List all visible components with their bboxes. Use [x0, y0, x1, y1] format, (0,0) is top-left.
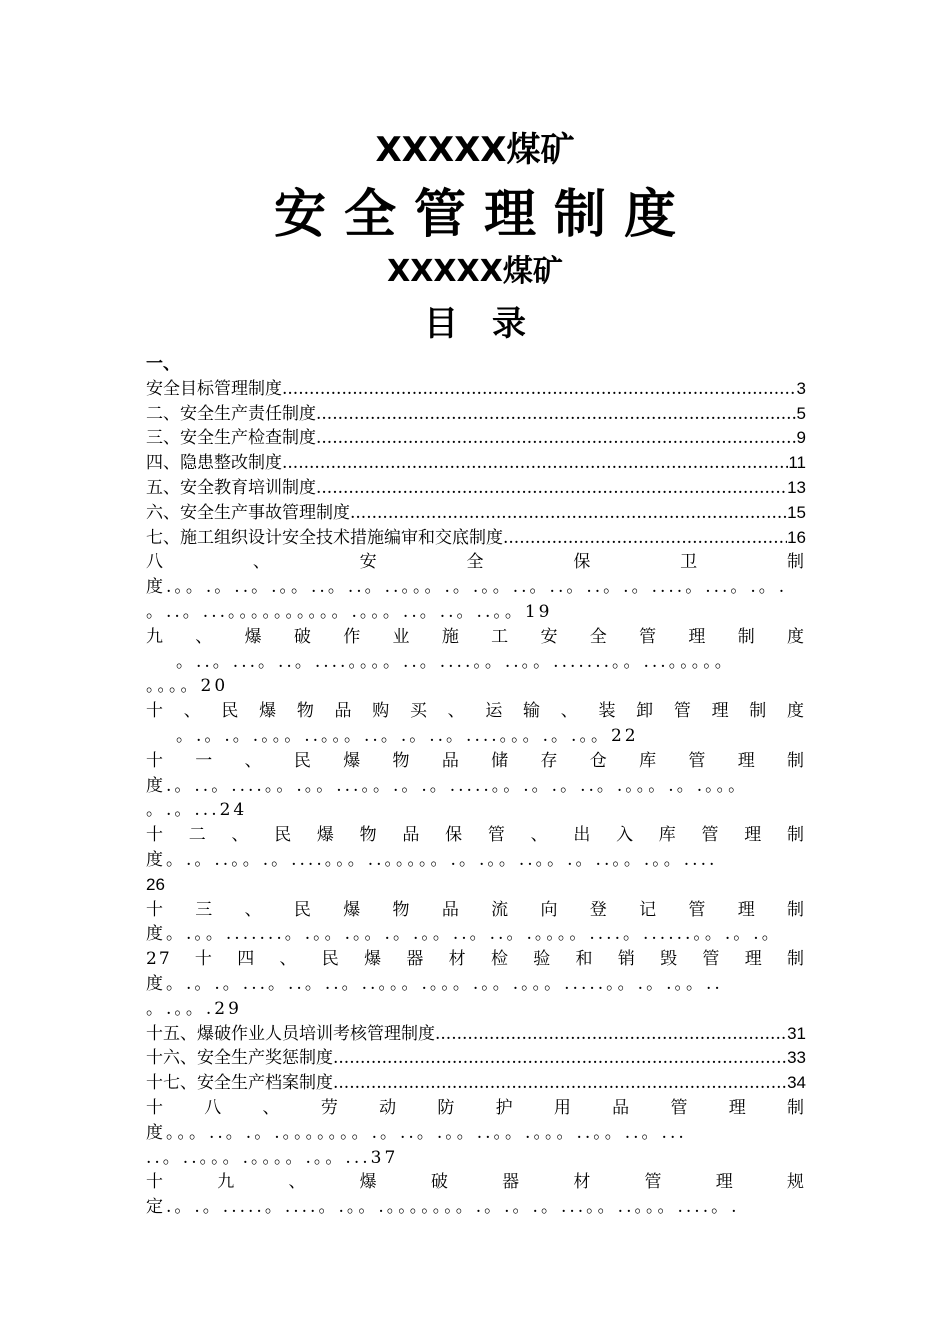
toc-item-11[interactable]: 十一、民爆物品储存仓库管理制 — [146, 750, 806, 771]
toc-item-page: 11 — [788, 453, 806, 473]
toc-item-page: 34 — [787, 1073, 806, 1093]
toc-item-title: 七、施工组织设计安全技术措施编审和交底制度 — [146, 527, 503, 548]
toc-item-page: 16 — [787, 527, 806, 547]
toc-item-19[interactable]: 十九、爆破器材管理规 — [146, 1172, 806, 1193]
toc-leader — [503, 526, 787, 551]
toc-item-18-page: ..。..。。。.。。。。.。。...37 — [146, 1147, 399, 1168]
company-name-repeat: XXXXX煤矿 — [387, 254, 563, 289]
toc-item-title: 十七、安全生产档案制度 — [146, 1073, 333, 1094]
toc-item-15[interactable] — [146, 1022, 806, 1047]
toc-item-17[interactable] — [146, 1071, 806, 1096]
table-of-contents — [146, 352, 806, 1220]
toc-leader — [333, 1071, 787, 1096]
toc-item-title: 五、安全教育培训制度 — [146, 477, 316, 498]
toc-item-19-leader: 定.。.。.....。....。.。。.。。。。。。。.。.。.。...。。..。。。....。. — [146, 1197, 740, 1218]
toc-heading: 目录 — [424, 304, 560, 344]
toc-item-11-page: 。.。...24 — [146, 800, 248, 821]
toc-item-1[interactable] — [146, 377, 806, 402]
toc-item-8-page: 。..。...。。。。。。。。。。.。。。..。..。..。。19 — [146, 601, 553, 622]
toc-item-8-leader: 度.。。.。..。.。。..。..。..。。。.。.。。..。..。..。.。....。...。.。. — [146, 577, 788, 598]
toc-leader — [282, 451, 788, 476]
toc-leader — [333, 1046, 787, 1071]
toc-item-14[interactable]: 27十四、民爆器材检验和销毁管理制 — [146, 949, 806, 970]
toc-item-10-leader: 。.。.。.。。。..。。。..。.。..。....。。。.。.。。22 — [176, 725, 639, 746]
toc-item-page: 9 — [796, 428, 806, 448]
toc-item-12[interactable]: 十二、民爆物品保管、出入库管理制 — [146, 825, 806, 846]
toc-item-title: 十五、爆破作业人员培训考核管理制度 — [146, 1023, 435, 1044]
toc-item-5[interactable] — [146, 476, 806, 501]
toc-leader — [316, 476, 787, 501]
toc-item-2[interactable] — [146, 402, 806, 427]
toc-item-9[interactable]: 九、爆破作业施工安全管理制度 — [146, 626, 806, 647]
toc-item-8[interactable]: 八、安全保卫制 — [146, 552, 806, 573]
toc-item-18-leader: 度。。。..。.。.。。。。。。。.。..。.。。..。。.。。。..。。..。... — [146, 1122, 687, 1143]
toc-item-6[interactable] — [146, 501, 806, 526]
toc-item-4[interactable] — [146, 451, 806, 476]
toc-item-7[interactable] — [146, 526, 806, 551]
toc-leader — [350, 501, 787, 526]
toc-item-13-leader: 度。.。。.......。.。。.。。.。.。。..。..。.。。。。....。......。。.。.。 — [146, 924, 782, 945]
toc-item-page: 13 — [787, 477, 806, 497]
toc-item-3[interactable] — [146, 426, 806, 451]
toc-leader — [282, 377, 797, 402]
toc-item-9-leader: 。..。...。..。....。。。。..。....。。..。。.......。。...。。。。。 — [176, 651, 735, 672]
toc-item-title: 六、安全生产事故管理制度 — [146, 502, 350, 523]
toc-item-title: 十六、安全生产奖惩制度 — [146, 1048, 333, 1069]
toc-item-16[interactable] — [146, 1046, 806, 1071]
toc-item-1-prefix: 一、 — [146, 354, 180, 374]
toc-leader — [316, 426, 797, 451]
toc-item-page: 5 — [796, 403, 806, 423]
toc-item-title: 四、隐患整改制度 — [146, 453, 282, 474]
toc-item-12-leader: 度。.。..。。.。....。。。..。。。。。.。.。。..。。.。..。。.。。.... — [146, 849, 718, 870]
toc-item-12-page: 26 — [146, 874, 165, 894]
toc-item-14-leader: 度。.。.。...。..。..。..。。。.。。。.。。.。。。.....。。.。.。。.. — [146, 973, 723, 994]
toc-item-10[interactable]: 十、民爆物品购买、运输、装卸管理制度 — [146, 701, 806, 722]
toc-item-page: 33 — [787, 1048, 806, 1068]
toc-item-9-page: 。。。。20 — [146, 676, 229, 697]
company-name: XXXXX煤矿 — [375, 130, 575, 170]
toc-item-11-leader: 度.。..。....。。.。。...。。.。.。.....。。.。.。..。.。。。.。.。。。 — [146, 775, 749, 796]
toc-leader — [316, 402, 797, 427]
toc-item-page: 15 — [787, 502, 806, 522]
toc-item-title: 安全目标管理制度 — [146, 378, 282, 399]
document-title: 安全管理制度 — [273, 185, 694, 245]
toc-item-13[interactable]: 十三、民爆物品流向登记管理制 — [146, 899, 806, 920]
toc-item-14-page: 。.。。.29 — [146, 998, 242, 1019]
toc-leader — [435, 1022, 787, 1047]
toc-item-page: 3 — [796, 378, 806, 398]
toc-item-18[interactable]: 十八、劳动防护用品管理制 — [146, 1097, 806, 1118]
toc-item-title: 二、安全生产责任制度 — [146, 403, 316, 424]
toc-item-title: 三、安全生产检查制度 — [146, 428, 316, 449]
toc-item-page: 31 — [787, 1023, 806, 1043]
